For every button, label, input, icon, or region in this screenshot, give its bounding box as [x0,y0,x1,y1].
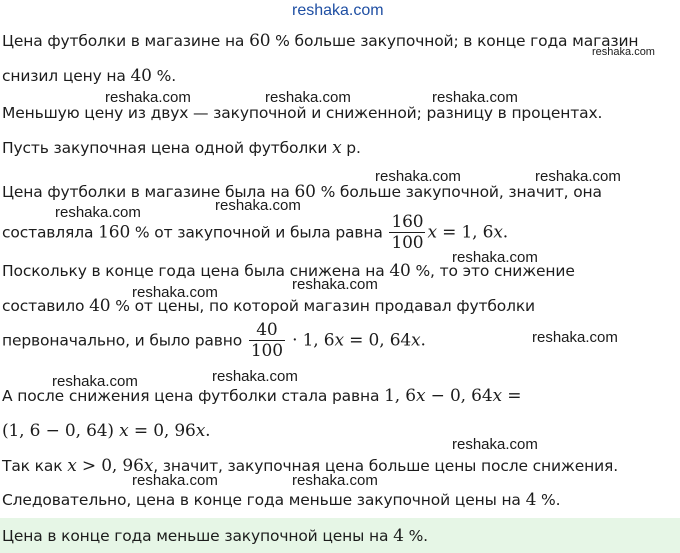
text-line-7 [2,261,575,281]
math-variable: x [334,330,344,351]
watermark: reshaka.com [292,276,378,293]
watermark: reshaka.com [265,89,351,106]
text: Следовательно, цена в конце года меньше закупочной цены на [2,491,526,509]
math: . [205,421,211,441]
watermark: reshaka.com [535,168,621,185]
math: 40 [89,296,111,316]
answer-text [2,526,428,546]
math-variable: x [195,421,206,441]
watermark: reshaka.com [592,46,655,58]
text-line-5 [2,182,602,202]
watermark: reshaka.com [375,168,461,185]
math-variable: x [67,456,77,476]
text: Поскольку в конце года цена была снижена на [2,262,390,280]
math: 4 [525,490,537,510]
watermark: reshaka.com [432,89,518,106]
text: Меньшую цену из двух — закупочной и сниженной; разницу в процентах. [2,104,603,122]
math: 60 [294,182,316,202]
text: % от закупочной и была равна [130,223,388,242]
math: 4 [393,526,404,546]
fraction [249,320,285,361]
math: − 0, 64 [425,386,493,406]
math: > 0, 96 [76,456,144,476]
math: 160 [98,222,131,243]
text-line-11 [2,421,210,441]
fraction-numerator: 40 [249,320,285,341]
math: 60 [249,31,271,51]
watermark: reshaka.com [452,436,538,453]
watermark: reshaka.com [55,204,141,221]
text-line-9 [2,320,426,361]
math-variable: x [332,138,342,158]
watermark: reshaka.com [292,472,378,489]
fraction [389,212,425,253]
math: 1, 6 [384,386,416,406]
math: = 1, 6 [436,222,494,243]
math: = 0, 64 [343,330,412,351]
fraction-denominator: 100 [391,233,424,253]
text: Цена в конце года меньше закупочной цены на [2,527,394,545]
text: %, то это снижение [410,262,575,280]
watermark: reshaka.com [215,197,301,214]
text: Цена футболки в магазине на [2,32,250,50]
math-variable: x [411,330,421,351]
text-line-4 [2,138,361,158]
watermark: reshaka.com [212,368,298,385]
text: %. [403,527,428,545]
math: . [502,222,509,243]
fraction-denominator: 100 [250,341,283,361]
math-variable: x [415,386,426,406]
text-line-1 [2,31,638,51]
watermark-top: reshaka.com [292,2,384,19]
text: Цена футболки в магазине была на [2,183,295,201]
text: Так как [2,457,68,475]
text-line-10 [2,386,521,406]
watermark: reshaka.com [452,249,538,266]
math-variable: x [492,386,502,406]
text: % больше закупочной, значит, она [315,183,602,201]
math: = 0, 96 [128,421,196,441]
math: = [501,386,522,406]
text: %. [536,491,561,509]
text: А после снижения цена футболки стала равна [2,387,385,405]
math: 40 [130,66,152,86]
math-variable: x [493,222,503,243]
math: (1, 6 − 0, 64) [2,421,120,441]
math-variable: x [143,456,154,476]
math: 40 [389,261,411,281]
text-line-2 [2,66,176,86]
text: р. [341,139,361,157]
text: % больше закупочной; в конце года магазин [270,32,639,50]
fraction-numerator: 160 [391,212,424,232]
math: · 1, 6 [286,330,335,351]
watermark: reshaka.com [532,329,618,346]
text: снизил цену на [2,67,131,85]
text: первоначально, и было равно [2,331,247,350]
text: Пусть закупочная цена одной футболки [2,139,333,157]
text-line-6 [2,212,508,253]
answer-box [0,518,680,553]
math-variable: x [427,222,437,243]
math: . [420,330,426,351]
text: , значит, закупочная цена больше цены после снижения. [153,457,618,475]
text: % от цены, по которой магазин продавал футболки [110,297,535,315]
text: составляла [2,223,99,242]
text-line-8 [2,296,535,316]
watermark: reshaka.com [132,284,218,301]
text: составило [2,297,90,315]
text-line-13 [2,490,560,510]
watermark: reshaka.com [132,472,218,489]
watermark: reshaka.com [52,373,138,390]
text: %. [151,67,176,85]
text-line-3 [2,103,602,123]
math-variable: x [119,421,129,441]
watermark: reshaka.com [105,89,191,106]
